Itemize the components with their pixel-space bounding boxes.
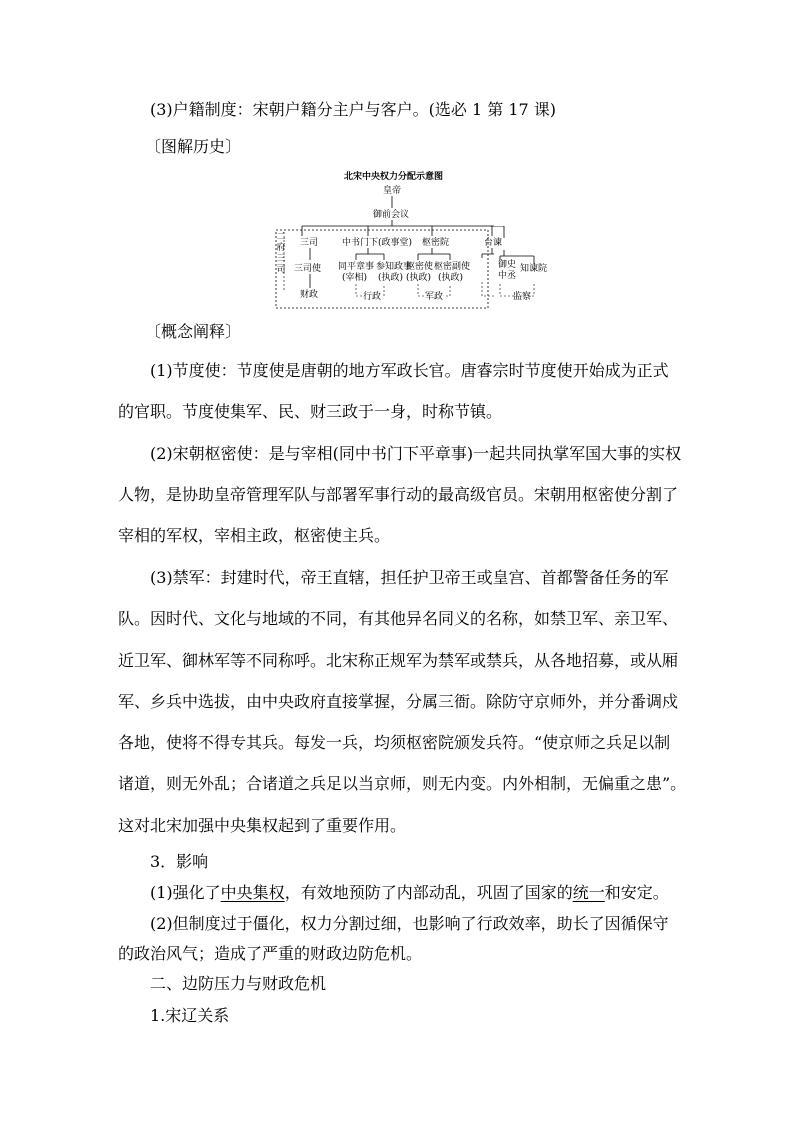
- jiancha-label: 监察: [513, 292, 532, 302]
- impact-underline-centralization: 中央集权: [220, 883, 285, 902]
- tai-jian-node: 台谏: [484, 238, 503, 248]
- tongpingzhangshi-node: 同平章事: [338, 262, 375, 272]
- zaixiang-label: (宰相): [342, 273, 368, 283]
- yushi-node-1: 御史: [498, 260, 517, 270]
- zhizheng-label-2: (执政): [406, 273, 432, 283]
- concept-line: 近卫军、御林军等不同称呼。北宋称正规军为禁军或禁兵，从各地招募，或从厢: [118, 651, 679, 670]
- yushi-node-2: 中丞: [498, 271, 517, 281]
- concept-line: 人物，是协助皇帝管理军队与部署军事行动的最高级官员。宋朝用枢密使分割了: [118, 485, 679, 504]
- xingzheng-label: 行政: [363, 292, 382, 302]
- concept-line: 各地，使将不得专其兵。每发一兵，均须枢密院颁发兵符。“使京师之兵足以制: [118, 733, 671, 752]
- power-distribution-diagram: [272, 166, 494, 312]
- section2-sub1: 1.宋辽关系: [150, 1006, 230, 1025]
- shumiyuan-node: 枢密院: [422, 238, 450, 248]
- illustrated-history-heading: 〔图解历史〕: [145, 137, 242, 156]
- concept-line: 诸道，则无外乱；合诸道之兵足以当京师，则无内变。内外相制，无偏重之患”。: [118, 774, 687, 793]
- canzhizhengshi-node: 参知政事: [376, 262, 413, 272]
- concept-line: 宰相的军权，宰相主政，枢密使主兵。: [118, 526, 391, 545]
- impact-line-1: [150, 883, 669, 903]
- concepts-heading: 〔概念阐释〕: [145, 322, 242, 341]
- emperor-node: 皇帝: [383, 186, 402, 196]
- impact-heading: 3．影响: [150, 852, 209, 871]
- concept-line: (1)节度使：节度使是唐朝的地方军政长官。唐睿宗时节度使开始成为正式: [150, 361, 669, 380]
- impact-text: (1)强化了: [150, 883, 221, 902]
- shumifushi-node: 枢密副使: [434, 262, 471, 272]
- household-system-line: (3)户籍制度：宋朝户籍分主户与客户。(选必 1 第 17 课): [150, 100, 557, 119]
- san-si-node: 三司: [300, 238, 319, 248]
- concept-line: 队。因时代、文化与地域的不同，有其他异名同义的名称，如禁卫军、亲卫军、: [118, 609, 679, 628]
- section2-heading: 二、边防压力与财政危机: [150, 974, 327, 993]
- tai-jian-connectors: [490, 226, 560, 306]
- concept-line: 这对北宋加强中央集权起到了重要作用。: [118, 816, 407, 835]
- impact-text: 和安定。: [604, 883, 669, 902]
- concept-line: 的官职。节度使集军、民、财三政于一身，时称节镇。: [118, 402, 503, 421]
- concept-line: (3)禁军：封建时代，帝王直辖，担任护卫帝王或皇宫、首都警备任务的军: [150, 568, 669, 587]
- impact-underline-unity: 统一: [572, 883, 605, 902]
- diagram-title: 北宋中央权力分配示意图: [344, 172, 444, 182]
- zhizheng-label-1: (执政): [378, 273, 404, 283]
- shumishi-node: 枢密使: [406, 262, 434, 272]
- concept-line: 军、乡兵中选拔，由中央政府直接掌握，分属三衙。除防守京师外，并分番调戍: [118, 692, 679, 711]
- impact-text: ，有效地预防了内部动乱，巩固了国家的: [284, 883, 573, 902]
- impact-line-2: (2)但制度过于僵化，权力分割过细，也影响了行政效率，助长了因循保守: [150, 914, 669, 933]
- caizheng-label: 财政: [300, 290, 319, 300]
- zhijianyuan-node: 知谏院: [520, 264, 548, 274]
- zhizheng-label-3: (执政): [438, 273, 464, 283]
- zhongshu-node: 中书门下(政事堂): [342, 238, 413, 248]
- concept-line: (2)宋朝枢密使：是与宰相(同中书门下平章事)一起共同执掌军国大事的实权: [150, 444, 682, 463]
- san-si-shi-node: 三司使: [294, 264, 322, 274]
- council-node: 御前会议: [373, 210, 410, 220]
- junzheng-label: 军政: [425, 292, 444, 302]
- impact-line-3: 的政治风气；造成了严重的财政边防危机。: [118, 944, 423, 963]
- two-fu-three-si-label: 二府三司: [276, 232, 286, 275]
